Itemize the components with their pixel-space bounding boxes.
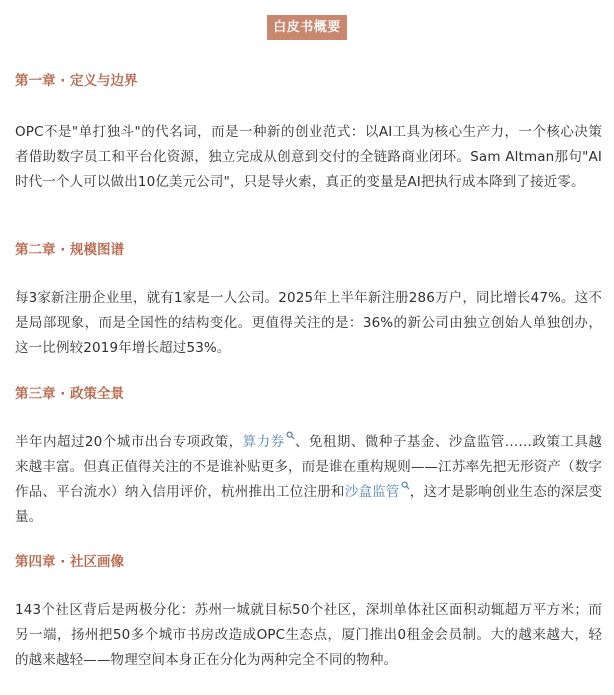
chapter-heading: 第四章 · 社区画像 — [15, 554, 125, 570]
chapter-paragraph: OPC不是"单打独斗"的代名词，而是一种新的创业范式：以AI工具为核心生产力，一个核心决策者借助数字员工和平台化资源，独立完成从创意到交付的全链路商业闭环。Sam Altman那句"AI时代一个人可以做出10亿美元公司"，只是导火索，真正的变量是AI把执行成本降到了接近零。 — [15, 124, 602, 190]
chapter-heading: 第二章 · 规模图谱 — [15, 242, 125, 258]
badge-row — [0, 15, 614, 40]
keyword-link-sandbox-regulation[interactable]: 沙盒监管 — [344, 484, 400, 500]
paragraph-text: 半年内超过20个城市出台专项政策， — [15, 434, 243, 450]
chapter-paragraph: 每3家新注册企业里，就有1家是一人公司。2025年上半年新注册286万户，同比增长47%。这不是局部现象，而是全国性的结构变化。更值得关注的是：36%的新公司由独立创始人单独创办，这一比例较2019年增长超过53%。 — [15, 290, 602, 356]
chapter-paragraph — [15, 430, 602, 530]
chapter-paragraph: 143个社区背后是两极分化：苏州一城就目标50个社区，深圳单体社区面积动辄超万平方米；而另一端，扬州把50多个城市书房改造成OPC生态点，厦门推出0租金会员制。大的越来越大，轻的越来越轻——物理空间本身正在分化为两种完全不同的物种。 — [15, 602, 602, 668]
section-chapter-4 — [15, 552, 602, 673]
paragraph-text: 、免租期、微种子基金、沙盒监管……政策工具越来越丰富。但真正值得关注的不是谁补贴更多，而是谁在重构规则——江苏率先把无形资产（数字作品、平台流水）纳入信用评价，杭州推出工位注册和 — [15, 434, 602, 500]
chapter-heading: 第三章 · 政策全景 — [15, 386, 125, 402]
section-chapter-3 — [15, 384, 602, 530]
chapter-heading: 第一章 · 定义与边界 — [15, 73, 138, 89]
search-icon[interactable] — [401, 481, 410, 490]
section-chapter-1 — [15, 71, 602, 195]
paragraph-text: ，这才是影响创业生态的深层变量。 — [15, 484, 602, 525]
search-icon[interactable] — [286, 431, 295, 440]
summary-badge: 白皮书概要 — [267, 15, 347, 40]
keyword-link-compute-voucher[interactable]: 算力券 — [242, 434, 285, 450]
section-chapter-2 — [15, 240, 602, 361]
